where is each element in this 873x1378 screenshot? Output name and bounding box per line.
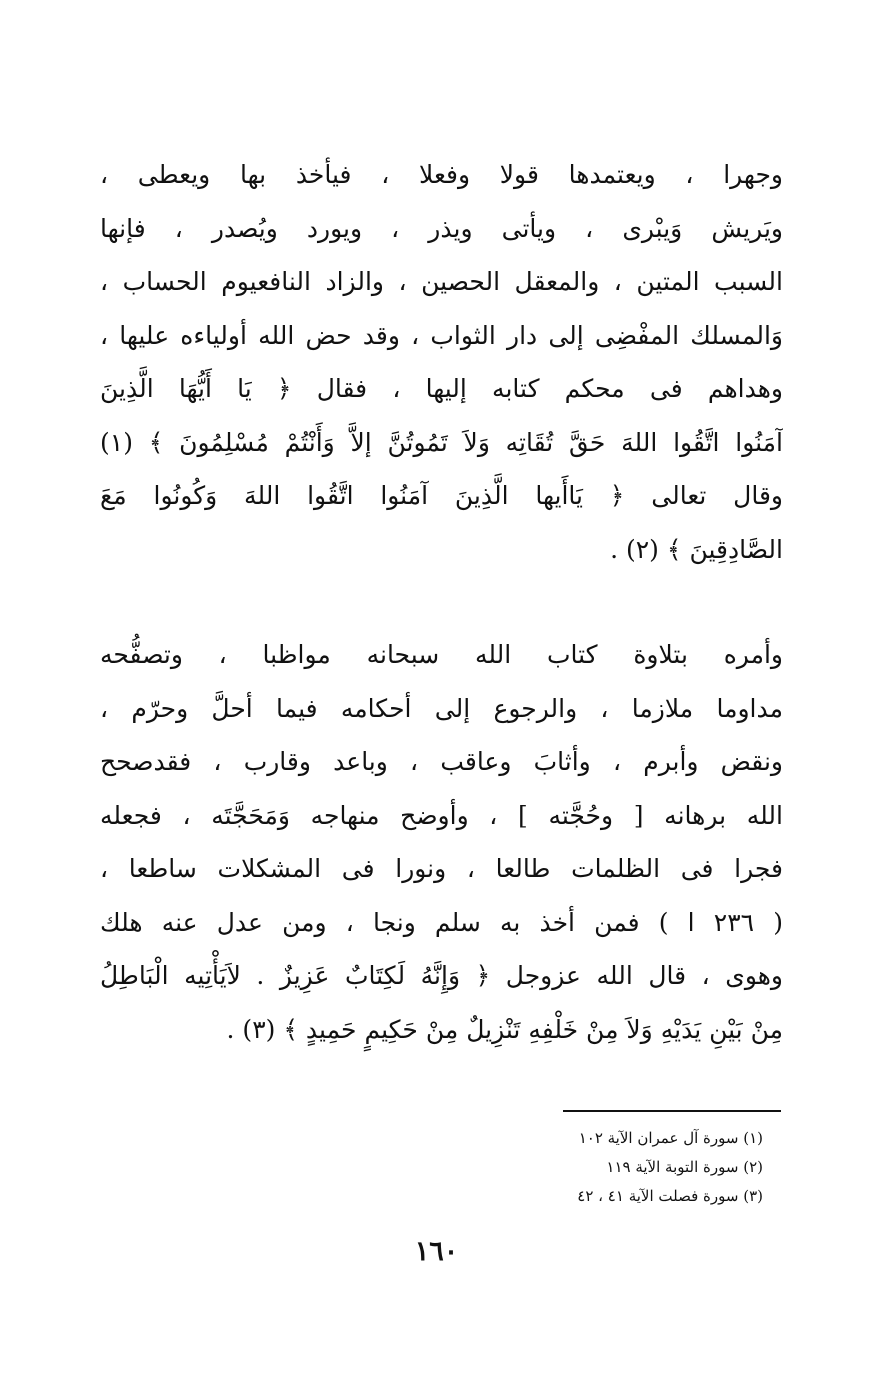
text-line: وجهرا ، ويعتمدها قولا وفعلا ، فيأخذ بها ويعطى ، bbox=[100, 160, 783, 189]
text-line: الله برهانه [ وحُجَّته ] ، وأوضح منهاجه وَمَحَجَّتَه ، فجعله bbox=[100, 800, 783, 830]
text-line: وأمره بتلاوة كتاب الله سبحانه مواظبا ، وتصفُّحه bbox=[100, 640, 783, 669]
text-line: ( ٢٣٦ ا ) فمن أخذ به سلم ونجا ، ومن عدل عنه هلك bbox=[100, 907, 783, 937]
text-line: فجرا فى الظلمات طالعا ، ونورا فى المشكلات ساطعا ، bbox=[100, 854, 783, 883]
text-line: وقال تعالى ﴿ يَاأَيها الَّذِينَ آمَنُوا اتَّقُوا اللهَ وَكُونُوا مَعَ bbox=[100, 481, 783, 510]
text-line: آمَنُوا اتَّقُوا اللهَ حَقَّ تُقَاتِه وَلاَ تَمُوتُنَّ إلاَّ وَأَنْتُمْ مُسْلِمُونَ ﴾ (١) bbox=[100, 427, 783, 457]
footnote-2: (٢) سورة التوبة الآية ١١٩ bbox=[606, 1158, 763, 1176]
paragraph-1 bbox=[100, 148, 783, 576]
text-line: ويَريش وَيبْرى ، ويأتى ويذر ، ويورد ويُصدر ، فإنها bbox=[100, 213, 783, 243]
text-line: وهداهم فى محكم كتابه إليها ، فقال ﴿ يَا أَيُّهَا الَّذِينَ bbox=[100, 374, 783, 403]
page-number: ١٦٠ bbox=[414, 1236, 459, 1267]
text-line: مداوما ملازما ، والرجوع إلى أحكامه فيما أحلَّ وحرّم ، bbox=[100, 693, 783, 723]
text-line: وهوى ، قال الله عزوجل ﴿ وَإِنَّهُ لَكِتَابٌ عَزِيزٌ . لاَيَأْتِيه الْبَاطِلُ bbox=[100, 961, 783, 990]
footnote-3: (٣) سورة فصلت الآية ٤١ ، ٤٢ bbox=[577, 1187, 763, 1205]
text-line: مِنْ بَيْنِ يَدَيْهِ وَلاَ مِنْ خَلْفِهِ تَنْزِيلٌ مِنْ حَكِيمٍ حَمِيدٍ ﴾ (٣) . bbox=[226, 1014, 783, 1044]
footnote-1: (١) سورة آل عمران الآية ١٠٢ bbox=[578, 1129, 763, 1147]
text-line: ونقض وأبرم ، وأثابَ وعاقب ، وباعد وقارب ، فقدصحح bbox=[100, 747, 783, 776]
footnote-divider bbox=[563, 1110, 781, 1112]
footnotes bbox=[363, 1124, 763, 1211]
paragraph-2 bbox=[100, 628, 783, 1056]
text-line: السبب المتين ، والمعقل الحصين ، والزاد النافعيوم الحساب ، bbox=[100, 267, 783, 296]
text-line: وَالمسلك المفْضِى إلى دار الثواب ، وقد حض الله أولياءه عليها ، bbox=[100, 320, 783, 350]
text-line: الصَّادِقِينَ ﴾ (٢) . bbox=[610, 534, 783, 564]
